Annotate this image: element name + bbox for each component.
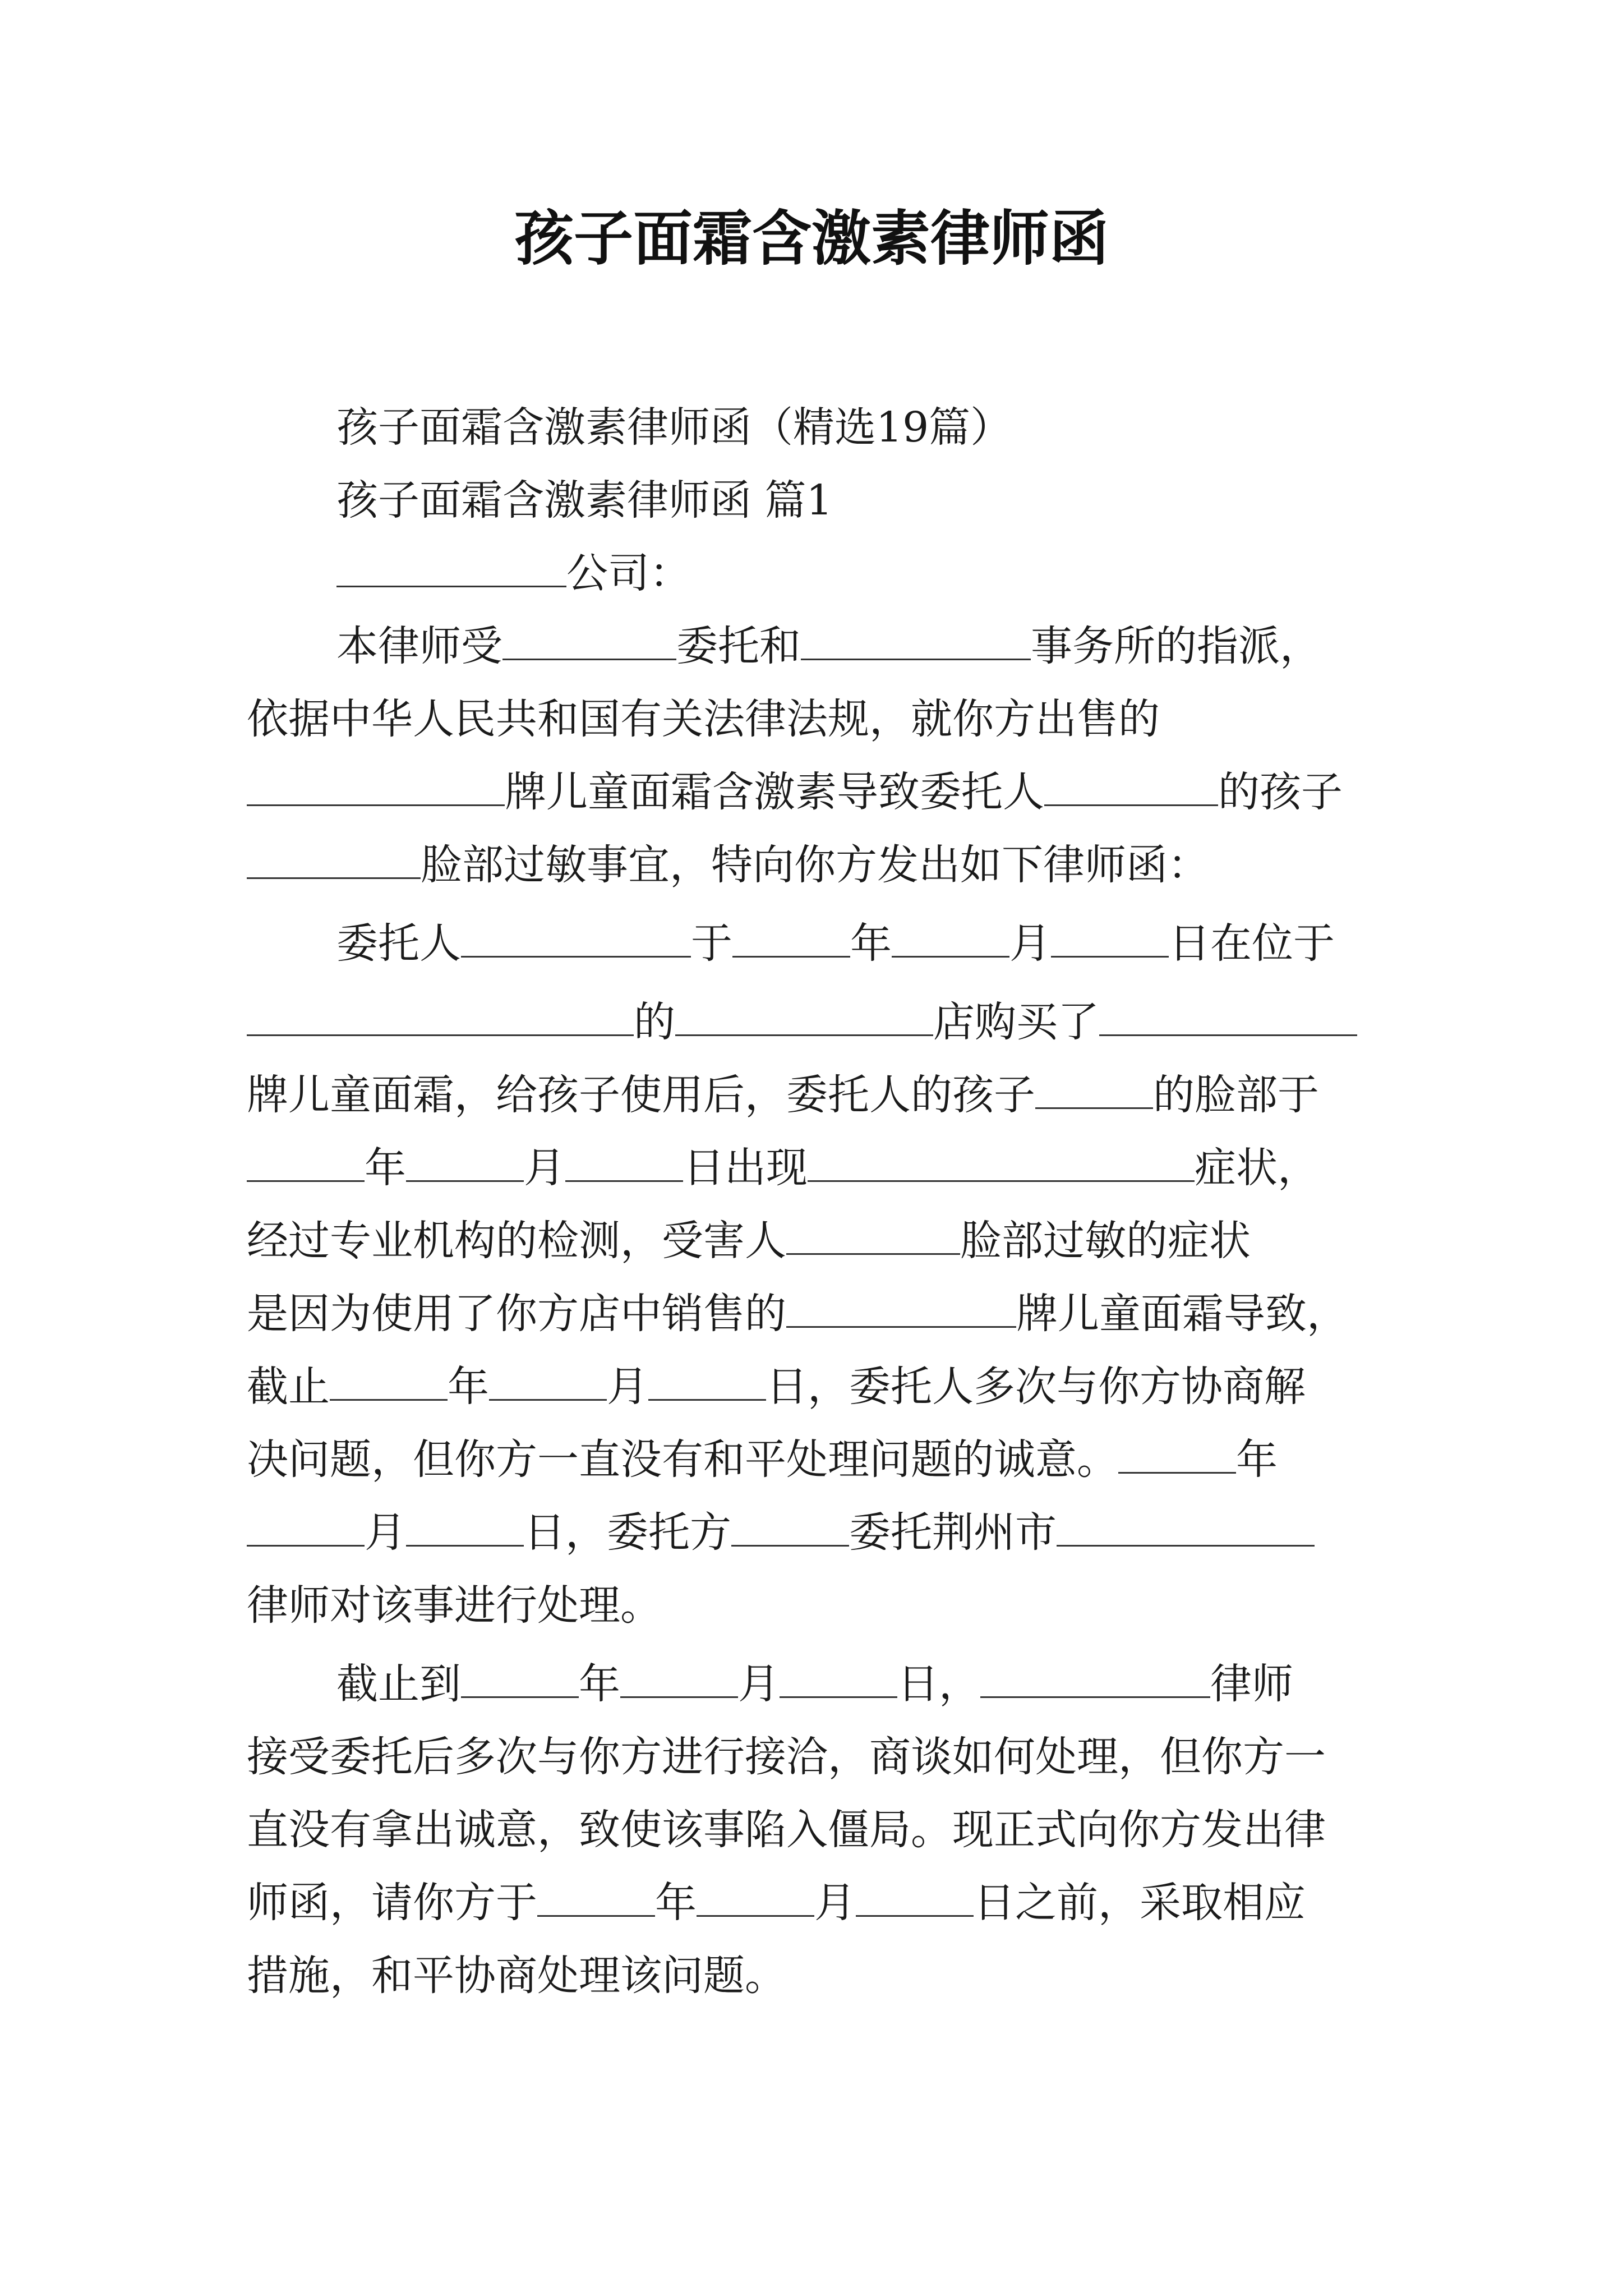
blank-field bbox=[1099, 991, 1357, 1036]
paragraph-line bbox=[247, 611, 1385, 682]
paragraph-line bbox=[247, 1279, 1385, 1349]
text-span: 脸部过敏的症状 bbox=[960, 1217, 1251, 1265]
blank-field bbox=[247, 1501, 365, 1547]
blank-field bbox=[330, 1355, 448, 1401]
blank-field bbox=[892, 912, 1009, 958]
text-span: 月 bbox=[814, 1879, 856, 1927]
text-span: 的脸部于 bbox=[1153, 1071, 1319, 1119]
text-span: 是因为使用了你方店中销售的 bbox=[247, 1290, 786, 1338]
paragraph-line bbox=[247, 1352, 1385, 1422]
paragraph-line: 直没有拿出诚意，致使该事陷入僵局。现正式向你方发出律 bbox=[247, 1806, 1326, 1854]
blank-field bbox=[247, 1137, 365, 1182]
paragraph-line bbox=[247, 830, 1385, 900]
blank-field bbox=[801, 615, 1031, 660]
blank-field bbox=[247, 991, 634, 1036]
text-span: 事务所的指派， bbox=[1031, 622, 1321, 670]
blank-field bbox=[697, 1871, 814, 1917]
blank-field bbox=[732, 912, 850, 958]
text-span: 律师 bbox=[1210, 1660, 1293, 1708]
text-span: 决问题，但你方一直没有和平处理问题的诚意。 bbox=[247, 1435, 1118, 1484]
text-span: 年 bbox=[655, 1879, 697, 1927]
text-span: 日在位于 bbox=[1169, 919, 1335, 968]
text-span: 年 bbox=[448, 1363, 489, 1411]
paragraph-line bbox=[247, 987, 1385, 1057]
blank-field bbox=[1118, 1428, 1236, 1474]
blank-field bbox=[808, 1137, 1195, 1182]
blank-field bbox=[780, 1653, 897, 1698]
text-span: 脸部过敏事宜，特向你方发出如下律师函： bbox=[421, 841, 1209, 889]
text-span: 月 bbox=[607, 1363, 648, 1411]
blank-field bbox=[461, 1653, 579, 1698]
text-span: 月 bbox=[738, 1660, 780, 1708]
blank-field bbox=[565, 1137, 683, 1182]
paragraph-line: 接受委托后多次与你方进行接洽，商谈如何处理，但你方一 bbox=[247, 1733, 1326, 1781]
blank-field bbox=[406, 1501, 524, 1547]
paragraph-line bbox=[247, 909, 1385, 979]
paragraph-line bbox=[247, 1425, 1385, 1495]
text-span: 日， bbox=[897, 1660, 980, 1708]
blank-field bbox=[675, 991, 933, 1036]
text-span: 年 bbox=[850, 919, 892, 968]
blank-field bbox=[247, 834, 421, 879]
text-span: 师函，请你方于 bbox=[247, 1879, 537, 1927]
blank-field bbox=[1057, 1501, 1315, 1547]
text-span: 于 bbox=[691, 919, 732, 968]
text-span: 日，委托人多次与你方协商解 bbox=[766, 1363, 1306, 1411]
text-span: 截止 bbox=[247, 1363, 330, 1411]
text-span: 牌儿童面霜，给孩子使用后，委托人的孩子 bbox=[247, 1071, 1035, 1119]
text-span: 日出现 bbox=[683, 1144, 808, 1192]
blank-field bbox=[336, 542, 566, 587]
section-heading: 孩子面霜含激素律师函 篇1 bbox=[336, 476, 833, 524]
blank-field bbox=[406, 1137, 524, 1182]
paragraph-line bbox=[247, 757, 1385, 827]
blank-field bbox=[620, 1653, 738, 1698]
paragraph-line bbox=[247, 1133, 1385, 1203]
text-span: 牌儿童面霜导致， bbox=[1016, 1290, 1348, 1338]
blank-field bbox=[786, 1282, 1016, 1328]
blank-field bbox=[461, 912, 691, 958]
paragraph-line bbox=[247, 1649, 1385, 1719]
text-span: 月 bbox=[365, 1508, 406, 1557]
text-span: 月 bbox=[524, 1144, 565, 1192]
text-span: 的孩子 bbox=[1218, 768, 1343, 816]
paragraph-line: 措施，和平协商处理该问题。 bbox=[247, 1952, 786, 2000]
blank-field bbox=[1035, 1064, 1153, 1109]
blank-field bbox=[502, 615, 676, 660]
text-span: 委托人 bbox=[336, 919, 461, 968]
blank-field bbox=[1051, 912, 1169, 958]
paragraph-line bbox=[247, 1868, 1385, 1938]
text-span: 月 bbox=[1009, 919, 1051, 968]
blank-field bbox=[648, 1355, 766, 1401]
paragraph-line bbox=[247, 1206, 1385, 1276]
blank-field bbox=[980, 1653, 1210, 1698]
text-span: 年 bbox=[579, 1660, 620, 1708]
text-span: 日之前，采取相应 bbox=[974, 1879, 1306, 1927]
text-span: 经过专业机构的检测，受害人 bbox=[247, 1217, 786, 1265]
text-span: 的 bbox=[634, 998, 675, 1046]
blank-field bbox=[731, 1501, 849, 1547]
document-subtitle: 孩子面霜含激素律师函（精选19篇） bbox=[336, 403, 1012, 452]
paragraph-line bbox=[247, 1498, 1385, 1568]
text-span: 截止到 bbox=[336, 1660, 461, 1708]
blank-field bbox=[247, 761, 505, 806]
text-span: 年 bbox=[1236, 1435, 1278, 1484]
text-span: 委托荆州市 bbox=[849, 1508, 1057, 1557]
paragraph-line bbox=[247, 1060, 1385, 1130]
text-span: 本律师受 bbox=[336, 622, 502, 670]
blank-field bbox=[856, 1871, 974, 1917]
text-span: 店购买了 bbox=[933, 998, 1099, 1046]
text-span: 年 bbox=[365, 1144, 406, 1192]
blank-field bbox=[786, 1209, 960, 1255]
blank-field bbox=[537, 1871, 655, 1917]
blank-field bbox=[1044, 761, 1218, 806]
text-span: 委托和 bbox=[676, 622, 801, 670]
recipient-line bbox=[247, 539, 1385, 609]
text-span: 牌儿童面霜含激素导致委托人 bbox=[505, 768, 1044, 816]
paragraph-line: 依据中华人民共和国有关法律法规，就你方出售的 bbox=[247, 695, 1160, 743]
document-title: 孩子面霜含激素律师函 bbox=[514, 203, 1109, 273]
text-span: 日，委托方 bbox=[524, 1508, 731, 1557]
text-span: 症状， bbox=[1195, 1144, 1319, 1192]
recipient-suffix: 公司： bbox=[566, 549, 691, 597]
paragraph-line: 律师对该事进行处理。 bbox=[247, 1581, 662, 1630]
blank-field bbox=[489, 1355, 607, 1401]
